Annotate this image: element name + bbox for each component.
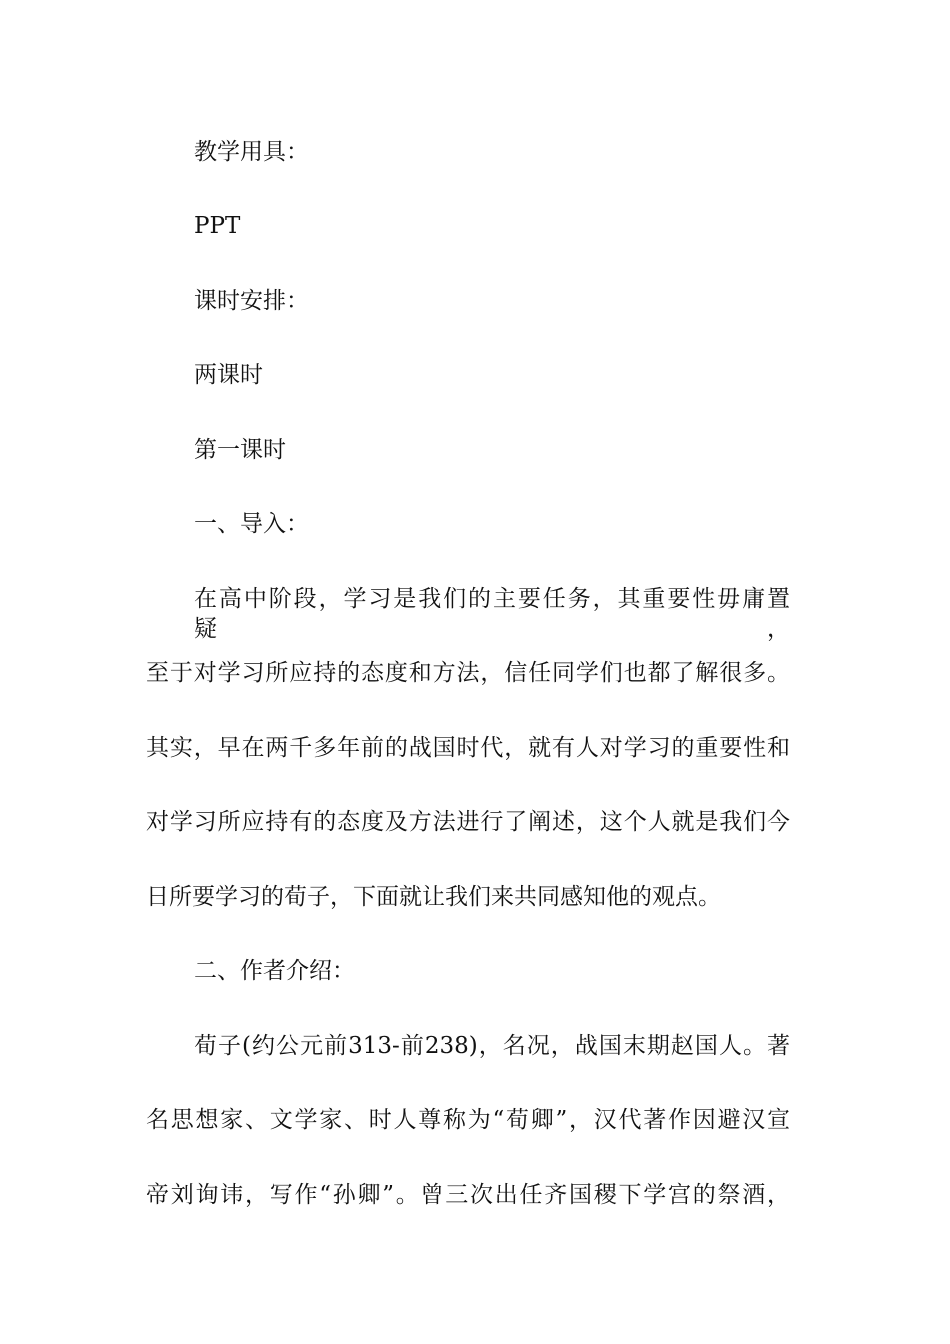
paragraph-line: 名思想家、文学家、时人尊称为“荀卿”，汉代著作因避汉宣 <box>146 1107 790 1133</box>
paragraph-line: 荀子(约公元前313-前238)，名况，战国末期赵国人。著 <box>194 1033 790 1059</box>
paragraph-line: 对学习所应持有的态度及方法进行了阐述，这个人就是我们今 <box>146 809 790 835</box>
schedule-label: 课时安排： <box>194 288 309 314</box>
schedule-value: 两课时 <box>194 362 263 388</box>
section-intro-heading: 一、导入： <box>194 511 309 537</box>
first-lesson-heading: 第一课时 <box>194 437 286 463</box>
paragraph-line: 日所要学习的荀子，下面就让我们来共同感知他的观点。 <box>146 884 721 910</box>
paragraph-line: 帝刘询讳，写作“孙卿”。曾三次出任齐国稷下学宫的祭酒， <box>146 1182 790 1208</box>
tools-label: 教学用具： <box>194 139 309 165</box>
paragraph-line: 其实，早在两千多年前的战国时代，就有人对学习的重要性和 <box>146 735 790 761</box>
paragraph-line: 在高中阶段，学习是我们的主要任务，其重要性毋庸置疑， <box>194 586 790 642</box>
tools-value: PPT <box>194 213 241 239</box>
section-author-heading: 二、作者介绍： <box>194 958 355 984</box>
paragraph-line: 至于对学习所应持的态度和方法，信任同学们也都了解很多。 <box>146 660 790 686</box>
